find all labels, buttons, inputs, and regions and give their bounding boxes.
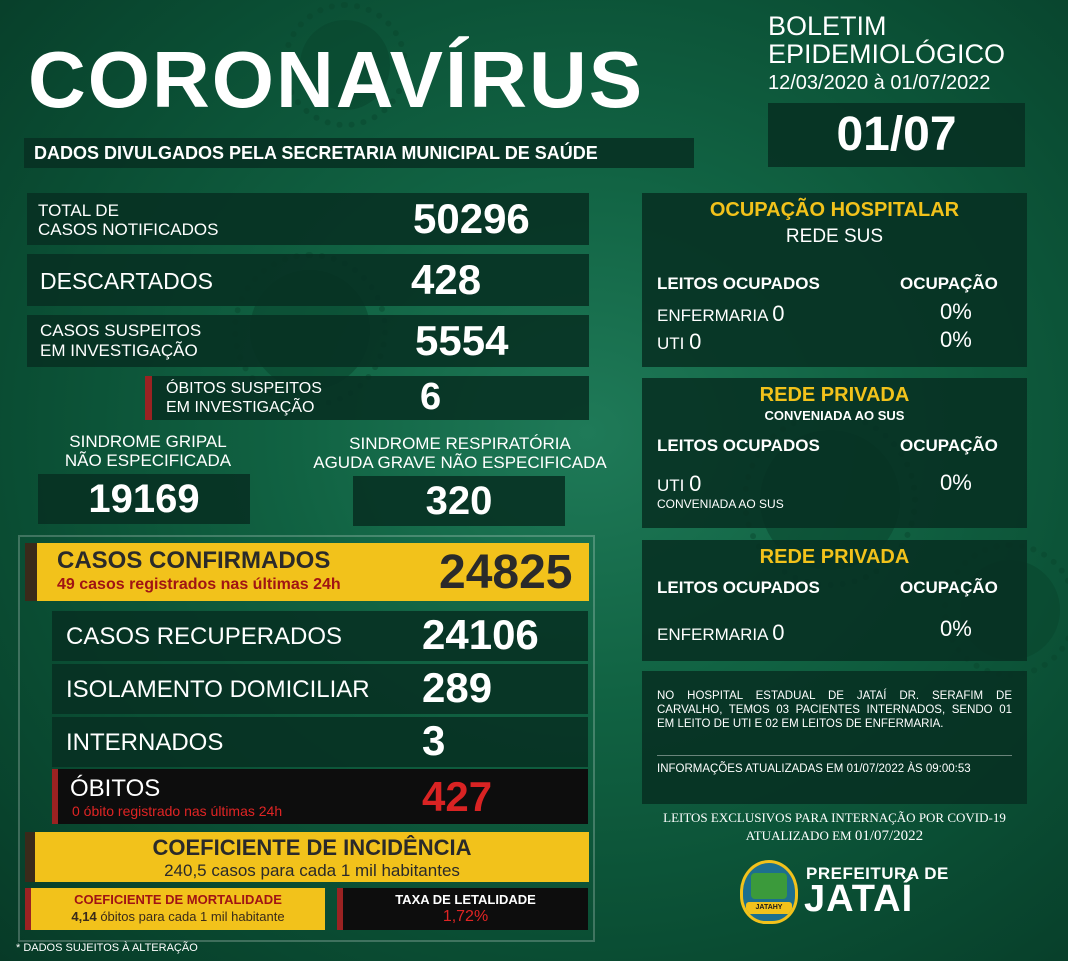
srag-label-line2: AGUDA GRAVE NÃO ESPECIFICADA [313,453,607,472]
private1-icu-pct: 0% [940,470,972,495]
page-title: CORONAVÍRUS [28,35,645,124]
sus-icu-row [657,329,701,355]
suspected-label-line1: CASOS SUSPEITOS [40,321,202,340]
notified-label-line1: TOTAL DE [38,201,119,220]
bulletin-line1: BOLETIM [768,11,887,41]
private1-icu-label: UTI [657,476,685,495]
mortality-value: 4,14 [71,909,97,924]
private1-title: REDE PRIVADA [759,384,910,406]
bulletin-line2: EPIDEMIOLÓGICO [768,39,1006,69]
discarded-label: DESCARTADOS [40,268,213,294]
home-isolation-value: 289 [422,664,493,711]
deaths-card [52,769,588,824]
deaths-suspected-value: 6 [420,376,442,418]
suspected-value: 5554 [415,317,509,364]
deaths-suspected-label-line2: EM INVESTIGAÇÃO [166,399,315,416]
private2-ward-row [657,620,785,646]
mortality-label: COEFICIENTE DE MORTALIDADE [74,892,282,907]
private2-panel [642,540,1027,661]
bulletin-date: 01/07 [768,103,1025,167]
notes-divider [657,755,1012,756]
sus-icu-value: 0 [689,329,702,354]
private2-ward-pct: 0% [940,616,972,641]
notified-label-line2: CASOS NOTIFICADOS [38,220,219,239]
notified-value: 50296 [413,195,530,242]
mortality-card [25,888,325,930]
flu-value: 19169 [38,474,250,524]
hospital-note: NO HOSPITAL ESTADUAL DE JATAÍ DR. SERAFIM DE CARVALHO, TEMOS 03 PACIENTES INTERNADOS, SENDO 01 EM LEITO DE UTI E 02 EM LEITOS DE ENFERMARIA. [657,690,1012,730]
hospitalized-card [52,717,588,767]
seal-banner-text: JATAHY [746,902,792,914]
private1-icu-row [657,471,701,497]
exclusive-note-line1: LEITOS EXCLUSIVOS PARA INTERNAÇÃO POR COVID-19 [663,810,1006,825]
lethality-label: TAXA DE LETALIDADE [395,892,536,907]
exclusive-note-prefix: ATUALIZADO EM [745,828,852,843]
deaths-suspected-label-line1: ÓBITOS SUSPEITOS [166,380,322,397]
bulletin-period: 12/03/2020 à 01/07/2022 [768,72,991,94]
private2-col1: LEITOS OCUPADOS [657,578,820,597]
private1-subtitle: CONVENIADA AO SUS [764,408,905,423]
confirmed-last24-text: casos registrados nas últimas 24h [79,576,341,593]
incidence-label: COEFICIENTE DE INCIDÊNCIA [152,835,472,860]
deaths-value: 427 [422,773,493,820]
mortality-text-body: óbitos para cada 1 mil habitante [100,909,285,924]
srag-value: 320 [353,476,565,526]
flu-label [38,432,258,470]
private2-ward-value: 0 [772,620,785,645]
logo-line1: PREFEITURA DE [806,864,949,883]
sus-title: OCUPAÇÃO HOSPITALAR [709,199,960,221]
confirmed-value: 24825 [439,546,573,599]
bulletin-title [768,12,1005,68]
hospitalized-value: 3 [422,717,446,764]
deaths-label: ÓBITOS [70,775,161,802]
deaths-last24: 0 óbito registrado nas últimas 24h [72,803,283,819]
sus-ward-label: ENFERMARIA [657,306,768,325]
sus-col2: OCUPAÇÃO [900,274,998,293]
sus-ward-value: 0 [772,301,785,326]
home-isolation-label: ISOLAMENTO DOMICILIAR [66,676,370,703]
exclusive-note [642,809,1027,845]
srag-label-line1: SINDROME RESPIRATÓRIA [349,434,571,453]
notified-label [38,201,218,239]
private2-title: REDE PRIVADA [759,546,910,568]
sus-subtitle: REDE SUS [785,226,884,247]
recovered-value: 24106 [422,611,539,658]
recovered-card [52,611,588,661]
exclusive-note-date: 01/07/2022 [854,828,924,844]
sus-panel [642,193,1027,367]
confirmed-last24-count: 49 [57,576,75,593]
sus-icu-pct: 0% [940,327,972,352]
confirmed-label: CASOS CONFIRMADOS [57,547,331,574]
private2-ward-label: ENFERMARIA [657,625,768,644]
incidence-card [25,832,589,882]
logo-line2: JATAÍ [804,878,914,920]
lethality-value: 1,72% [442,908,489,925]
updated-note: INFORMAÇÕES ATUALIZADAS EM 01/07/2022 ÀS 09:00:53 [657,763,971,775]
private1-icu-note: CONVENIADA AO SUS [657,497,784,511]
hospitalized-label: INTERNADOS [66,729,224,756]
recovered-label: CASOS RECUPERADOS [66,623,343,650]
sus-ward-pct: 0% [940,299,972,324]
footnote: * DADOS SUJEITOS À ALTERAÇÃO [16,942,198,954]
private1-panel [642,378,1027,528]
private1-col1: LEITOS OCUPADOS [657,436,820,455]
flu-label-line2: NÃO ESPECIFICADA [64,451,232,470]
incidence-text: 240,5 casos para cada 1 mil habitantes [164,861,460,880]
discarded-value: 428 [411,256,482,303]
sus-ward-row [657,301,785,327]
subtitle-banner: DADOS DIVULGADOS PELA SECRETARIA MUNICIPAL DE SAÚDE [24,138,694,168]
private1-col2: OCUPAÇÃO [900,436,998,455]
deaths-suspected-card [145,376,589,420]
lethality-card [337,888,588,930]
private1-icu-value: 0 [689,471,702,496]
suspected-card [27,315,589,367]
confirmed-last24 [57,576,341,594]
notified-card [27,193,589,245]
home-isolation-card [52,664,588,714]
suspected-label [40,321,201,361]
exclusive-note-line2 [642,827,1027,845]
sus-icu-label: UTI [657,334,685,353]
sus-col1: LEITOS OCUPADOS [657,274,820,293]
confirmed-card [25,543,589,601]
deaths-suspected-label [166,379,322,417]
mortality-text [31,909,325,924]
private2-col2: OCUPAÇÃO [900,578,998,597]
srag-label [285,434,635,472]
city-seal-icon [740,860,798,924]
flu-label-line1: SINDROME GRIPAL [69,432,227,451]
notes-panel [642,671,1027,804]
suspected-label-line2: EM INVESTIGAÇÃO [40,341,198,360]
discarded-card [27,254,589,306]
